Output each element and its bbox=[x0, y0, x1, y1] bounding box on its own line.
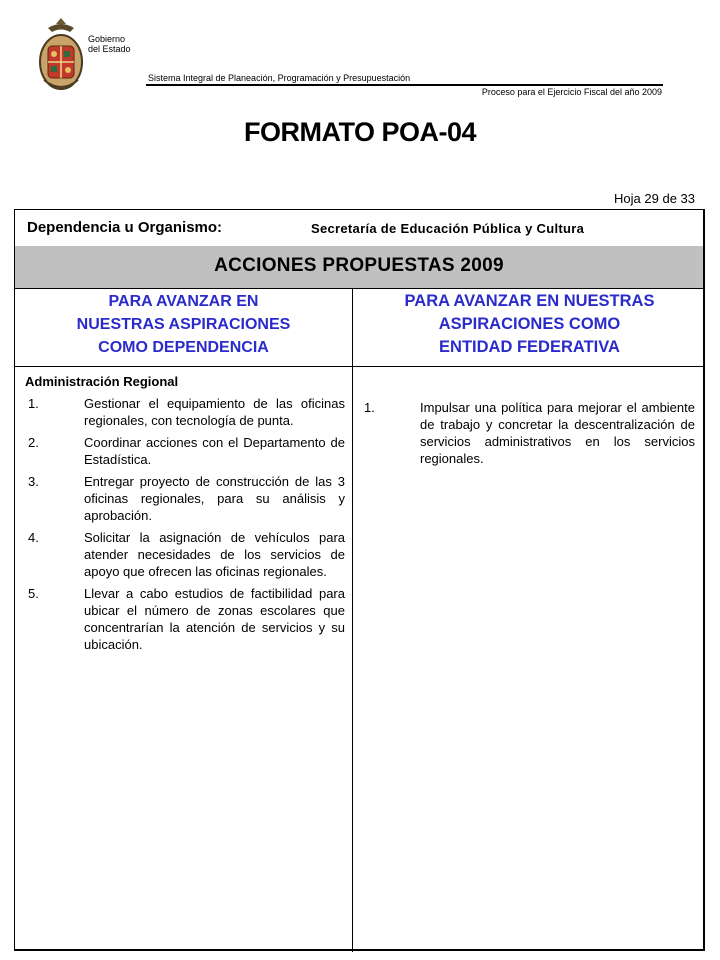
state-seal-logo bbox=[38, 18, 84, 96]
item-text: Coordinar acciones con el Departamento de Estadística. bbox=[84, 435, 345, 467]
left-heading-line: NUESTRAS ASPIRACIONES bbox=[76, 316, 291, 333]
government-label-line2: del Estado bbox=[88, 44, 131, 54]
right-heading-line: PARA AVANZAR EN NUESTRAS bbox=[404, 292, 655, 310]
list-item bbox=[25, 585, 345, 653]
right-heading-line: ASPIRACIONES COMO bbox=[438, 315, 621, 333]
section-title: ACCIONES PROPUESTAS 2009 bbox=[214, 255, 504, 276]
form-table bbox=[14, 209, 705, 951]
item-number: 1. bbox=[28, 396, 39, 411]
list-item bbox=[25, 434, 345, 468]
right-heading-line: ENTIDAD FEDERATIVA bbox=[439, 338, 620, 356]
item-number: 3. bbox=[28, 474, 39, 489]
item-text: Llevar a cabo estudios de factibilidad para ubicar el número de zonas escolares que concentrarían la atención de servicios y su ubicación. bbox=[84, 586, 345, 652]
section-header bbox=[15, 246, 703, 289]
list-item bbox=[361, 399, 695, 467]
left-column-heading bbox=[15, 290, 352, 359]
left-subtitle: Administración Regional bbox=[25, 374, 179, 389]
dependency-value: Secretaría de Educación Pública y Cultura bbox=[311, 221, 585, 236]
list-item bbox=[25, 395, 345, 429]
left-heading-line: PARA AVANZAR EN bbox=[108, 293, 259, 310]
system-name: Sistema Integral de Planeación, Programación y Presupuestación bbox=[148, 73, 411, 83]
list-item bbox=[25, 473, 345, 524]
dependency-label: Dependencia u Organismo: bbox=[27, 219, 223, 236]
item-text: Impulsar una política para mejorar el ambiente de trabajo y concretar la descentralización de servicios administrativos en los servicios regionales. bbox=[420, 400, 695, 466]
right-column-body bbox=[361, 399, 695, 472]
left-column-body bbox=[25, 374, 345, 658]
fiscal-process: Proceso para el Ejercicio Fiscal del año 2009 bbox=[481, 87, 662, 97]
item-number: 1. bbox=[364, 400, 375, 415]
government-label bbox=[88, 34, 131, 54]
item-text: Entregar proyecto de construcción de las 3 oficinas regionales, para su análisis y aprobación. bbox=[84, 474, 345, 523]
item-number: 2. bbox=[28, 435, 39, 450]
item-number: 5. bbox=[28, 586, 39, 601]
column-headers bbox=[15, 288, 703, 367]
dependency-row bbox=[15, 210, 703, 247]
page-title: FORMATO POA-04 bbox=[243, 117, 477, 147]
right-column-heading bbox=[353, 290, 706, 359]
item-number: 4. bbox=[28, 530, 39, 545]
item-text: Solicitar la asignación de vehículos para atender necesidades de los servicios de apoyo que ofrecen las oficinas regionales. bbox=[84, 530, 345, 579]
government-label-line1: Gobierno bbox=[88, 34, 126, 44]
list-item bbox=[25, 529, 345, 580]
left-heading-line: COMO DEPENDENCIA bbox=[98, 339, 269, 356]
item-text: Gestionar el equipamiento de las oficinas regionales, con tecnología de punta. bbox=[84, 396, 345, 428]
page-indicator: Hoja 29 de 33 bbox=[614, 191, 695, 206]
header-divider bbox=[146, 84, 663, 86]
column-divider bbox=[352, 288, 353, 952]
